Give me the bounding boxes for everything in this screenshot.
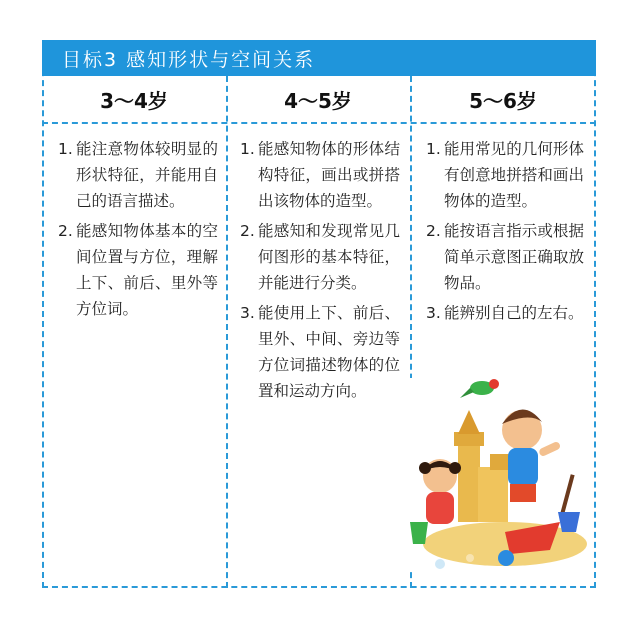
- list-item: 3. 能使用上下、前后、里外、中间、旁边等方位词描述物体的位置和运动方向。: [240, 304, 400, 400]
- column-header-3-4: 3～4岁: [100, 88, 168, 113]
- list-item: 3. 能辨别自己的左右。: [426, 304, 584, 322]
- children-building-sandcastle-icon: [410, 372, 590, 572]
- column-header-4-5: 4～5岁: [284, 88, 352, 113]
- column-5-6: [426, 136, 584, 330]
- column-3-4: [58, 136, 218, 326]
- list-item: 2. 能按语言指示或根据简单示意图正确取放物品。: [426, 222, 584, 292]
- column-header-5-6: 5～6岁: [469, 88, 537, 113]
- goal-title-bar: [42, 40, 596, 76]
- list-item: 1. 能注意物体较明显的形状特征，并能用自己的语言描述。: [58, 140, 218, 210]
- goal-title: 目标3 感知形状与空间关系: [62, 48, 316, 71]
- column-4-5: [240, 136, 400, 408]
- column-divider: [226, 76, 228, 588]
- list-item: 2. 能感知物体基本的空间位置与方位，理解上下、前后、里外等方位词。: [58, 222, 218, 318]
- list-item: 2. 能感知和发现常见几何图形的基本特征，并能进行分类。: [240, 222, 400, 292]
- header-divider: [42, 122, 596, 124]
- list-item: 1. 能用常见的几何形体有创意地拼搭和画出物体的造型。: [426, 140, 584, 210]
- list-item: 1. 能感知物体的形体结构特征，画出或拼搭出该物体的造型。: [240, 140, 400, 210]
